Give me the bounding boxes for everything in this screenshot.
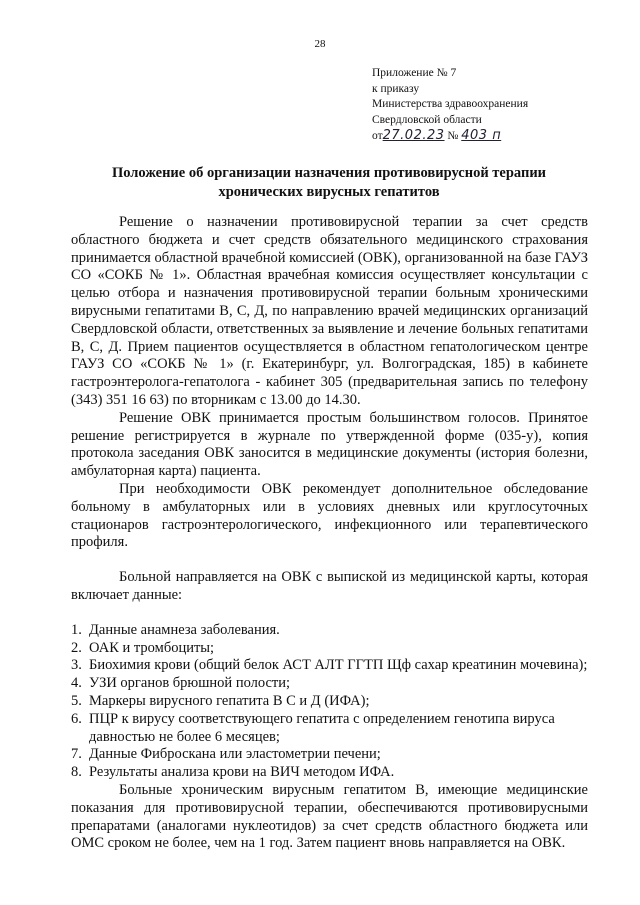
list-item-number: 6. [71,710,82,727]
handwritten-number: 403 п [461,128,502,143]
document-body [71,214,588,853]
list-item [71,711,588,747]
handwritten-date: 27.02.23 [382,128,445,143]
list-item [71,675,588,693]
list-item-number: 3. [71,657,82,674]
list-item-number: 2. [71,639,82,656]
spacer [71,552,588,569]
annex-line-1: Приложение № 7 [372,67,457,79]
list-item-text: Биохимия крови (общий белок АСТ АЛТ ГГТП Щф сахар креатинин мочевина); [89,657,588,674]
list-item-number: 5. [71,692,82,709]
list-item-number: 1. [71,621,82,638]
list-item-number: 4. [71,675,82,692]
list-item-text: ПЦР к вирусу соответствующего гепатита с определением генотипа вируса давностью не более 6 месяцев; [89,710,555,745]
list-item-number: 7. [71,746,82,763]
number-prefix: № [447,130,459,142]
annex-line-4: Свердловской области [372,113,482,126]
annex-line-2: к приказу [372,82,420,95]
list-item-text: Результаты анализа крови на ВИЧ методом ИФА. [89,764,395,781]
list-item [71,764,588,782]
paragraph-3: При необходимости ОВК рекомендует дополнительное обследование больному в амбулаторных или в условиях дневных или круглосуточных стационаров гастроэнтерологического, инфекционного или терапевтического профиля. [71,480,588,551]
requirements-list [71,622,588,782]
date-prefix: от [372,130,383,142]
annex-block [372,66,528,145]
list-item [71,622,588,640]
list-item-text: Данные анамнеза заболевания. [89,621,280,638]
intro-paragraph: Больной направляется на ОВК с выпиской из медицинской карты, которая включает данные: [71,569,588,603]
paragraph-1: Решение о назначении противовирусной терапии за счет средств областного бюджета и счет средств обязательного медицинского страхования принимается областной врачебной комиссией (ОВК), организованной на базе ГАУЗ СО «СОКБ № 1». Областная врачебная комиссия осуществляет консультации с целью отбора и назначения противовирусной терапии больным хроническими вирусными гепатитами В, С, Д, по направлению врачей медицинских организаций Свердловской области, ответственных за выявление и лечение больных гепатитами В, С, Д. Прием пациентов осуществляется в областном гепатологическом центре ГАУЗ СО «СОКБ № 1» (г. Екатеринбург, ул. Волгоградская, 185) в кабинете гастроэнтеролога-гепатолога - кабинет 305 (предварительная запись по телефону (343) 351 16 63) по вторникам с 13.00 до 14.30. [71,214,588,408]
list-item [71,640,588,658]
document-title: Положение об организации назначения противовирусной терапии хронических вирусных гепатитов [111,165,547,200]
list-item [71,693,588,711]
final-paragraph: Больные хроническим вирусным гепатитом В, имеющие медицинские показания для противовирусной терапии, обеспечиваются противовирусными препаратами (аналогами нуклеотидов) за счет средств областного бюджета или ОМС сроком не более, чем на 1 год. Затем пациент вновь направляется на ОВК. [71,781,588,852]
list-item-text: УЗИ органов брюшной полости; [89,675,291,692]
list-item-text: Данные Фиброскана или эластометрии печени; [89,746,381,763]
list-item [71,657,588,675]
paragraph-2: Решение ОВК принимается простым большинством голосов. Принятое решение регистрируется в журнале по утвержденной форме (035-у), копия протокола заседания ОВК заносится в медицинские документы (история болезни, амбулаторная карта) пациента. [71,409,588,480]
list-item-text: Маркеры вирусного гепатита В С и Д (ИФА); [89,692,370,709]
annex-line-3: Министерства здравоохранения [372,98,529,110]
list-item-number: 8. [71,764,82,781]
annex-date-line [372,128,528,145]
page-number: 28 [314,38,326,50]
list-item-text: ОАК и тромбоциты; [89,639,215,656]
list-item [71,746,588,764]
spacer [71,605,588,622]
